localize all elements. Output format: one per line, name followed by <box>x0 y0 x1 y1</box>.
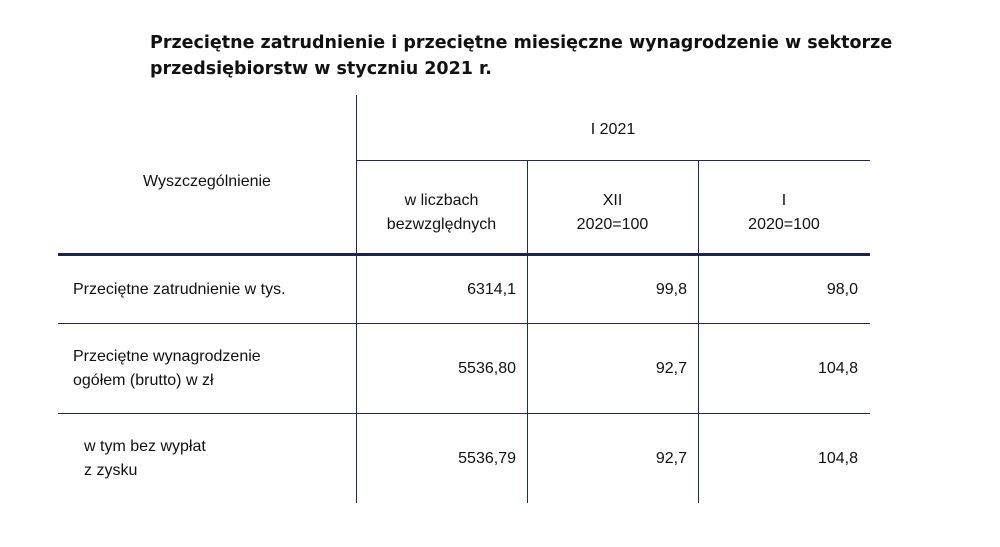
cell-wage-dec: 92,7 <box>655 359 687 377</box>
table-title: Przeciętne zatrudnienie i przeciętne miesięczne wynagrodzenie w sektorze przedsiębiorstw w styczniu 2021 r. <box>150 33 893 79</box>
cell-employment-jan: 98,0 <box>826 280 858 298</box>
column-header-dec-2020: XII 2020=100 <box>576 192 649 233</box>
group-header: I 2021 <box>590 121 636 138</box>
column-header-jan-2020: I 2020=100 <box>748 192 820 233</box>
cell-wage-excl-profit-jan: 104,8 <box>817 449 858 467</box>
cell-wage-excl-profit-absolute: 5536,79 <box>458 449 516 467</box>
cell-wage-excl-profit-dec: 92,7 <box>655 449 687 467</box>
stub-header: Wyszczególnienie <box>143 173 271 190</box>
row-label-employment: Przeciętne zatrudnienie w tys. <box>73 280 286 298</box>
row-label-wage-excl-profit: w tym bez wypłat z zysku <box>84 437 206 479</box>
column-header-absolute: w liczbach bezwzględnych <box>386 192 497 233</box>
row-label-wage: Przeciętne wynagrodzenie ogółem (brutto) w zł <box>73 347 261 389</box>
group-header-rule <box>356 160 870 161</box>
cell-employment-absolute: 6314,1 <box>467 280 516 298</box>
cell-wage-absolute: 5536,80 <box>458 359 516 377</box>
cell-wage-jan: 104,8 <box>817 359 858 377</box>
cell-employment-dec: 99,8 <box>655 280 687 298</box>
